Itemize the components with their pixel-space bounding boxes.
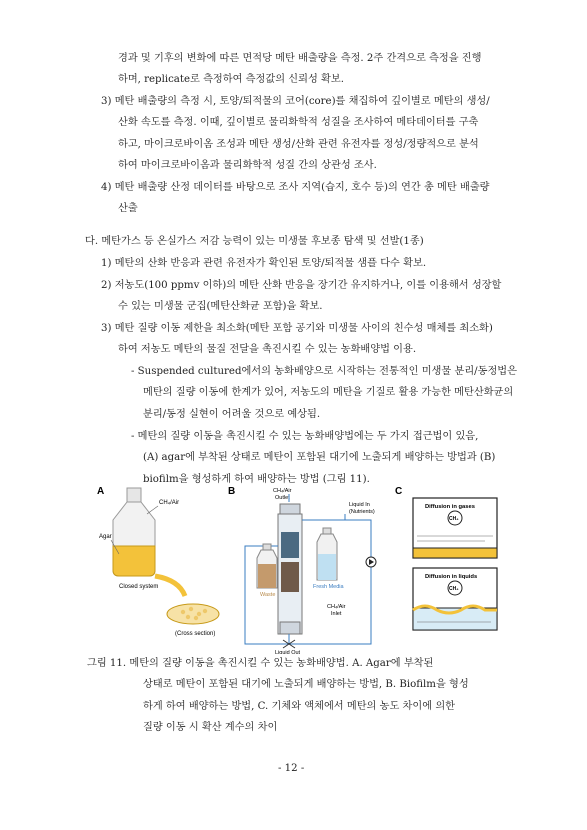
list-item: 산출 [118, 203, 138, 214]
b-liquid-in-line1: Liquid In [349, 502, 370, 508]
a-ch4-air-label: CH₄/Air [159, 500, 180, 506]
list-item: 수 있는 미생물 군집(메탄산화균 포함)을 확보. [118, 301, 323, 312]
b-inlet-line1: CH₄/Air [327, 604, 346, 610]
b-outlet-line1: CH₄/Air [273, 488, 292, 494]
c-ch4-liquid: CH₄ [449, 586, 459, 592]
a-closed-system-label: Closed system [119, 584, 159, 590]
a-cross-section-label: (Cross section) [175, 631, 216, 637]
page-number: - 12 - [278, 763, 305, 774]
sub-item: biofilm을 형성하게 하여 배양하는 방법 (그림 11). [143, 474, 370, 485]
figure-caption: 그림 11. 메탄의 질량 이동을 촉진시킬 수 있는 농화배양법. A. Agar에 부착된 [87, 658, 434, 669]
c-ch4-gas: CH₄ [449, 516, 459, 522]
list-item: 3) 메탄 배출량의 측정 시, 토양/퇴적물의 코어(core)를 채집하여 깊이별로 메탄의 생성/ [101, 96, 490, 107]
list-item: 1) 메탄의 산화 반응과 관련 유전자가 확인된 토양/퇴적물 샘플 다수 확보. [101, 258, 427, 269]
panel-a-label: A [97, 486, 105, 497]
c-liquids-label: Diffusion in liquids [425, 574, 478, 580]
panel-c-label: C [395, 486, 403, 497]
list-item: 4) 메탄 배출량 산정 데이터를 바탕으로 조사 지역(습지, 호수 등)의 연간 총 메탄 배출량 [101, 182, 490, 193]
sub-item: (A) agar에 부착된 상태로 메탄이 포함된 대기에 노출되게 배양하는 방법과 (B) [143, 452, 496, 463]
para-line: 하며, replicate로 측정하여 측정값의 신뢰성 확보. [118, 74, 344, 85]
b-fresh-media-label: Fresh Media [313, 584, 344, 590]
para-line: 경과 및 기후의 변화에 따른 면적당 메탄 배출량을 측정. 2주 간격으로 측정을 진행 [118, 53, 482, 64]
list-item: 하여 마이크로바이옴과 물리화학적 성질 간의 상관성 조사. [118, 160, 377, 171]
bottle-illustration [113, 488, 155, 576]
sub-item: 메탄의 질량 이동에 한계가 있어, 저농도의 메탄을 기질로 활용 가능한 메탄산화균의 [143, 387, 514, 398]
section-heading: 다. 메탄가스 등 온실가스 저감 능력이 있는 미생물 후보종 탐색 및 선발(1종) [85, 236, 424, 247]
sub-item: 분리/동정 실현이 어려울 것으로 예상됨. [143, 409, 321, 420]
sub-item: - 메탄의 질량 이동을 촉진시킬 수 있는 농화배양법에는 두 가지 접근법이 있음, [131, 431, 479, 442]
list-item: 산화 속도를 측정. 이때, 깊이별로 물리화학적 성질을 조사하여 메타데이터를 구축 [118, 117, 479, 128]
a-agar-label: Agar [99, 534, 112, 540]
b-liquid-in-line2: (Nutrients) [349, 509, 375, 515]
b-outlet-line2: Outlet [275, 495, 290, 501]
list-item: 3) 메탄 질량 이동 제한을 최소화(메탄 포함 공기와 미생물 사이의 친수성 매체를 최소화) [101, 323, 493, 334]
list-item: 하고, 마이크로바이옴 조성과 메탄 생성/산화 관련 유전자를 정성/정량적으로 분석 [118, 139, 479, 150]
list-item: 하여 저농도 메탄의 물질 전달을 촉진시킬 수 있는 농화배양법 이용. [118, 344, 417, 355]
list-item: 2) 저농도(100 ppmv 이하)의 메탄 산화 반응을 장기간 유지하거나, 이를 이용해서 성장할 [101, 280, 502, 291]
figure-caption: 상태로 메탄이 포함된 대기에 노출되게 배양하는 방법, B. Biofilm을 형성 [143, 679, 469, 690]
figure-caption: 하게 하여 배양하는 방법, C. 기체와 액체에서 메탄의 농도 차이에 의한 [143, 701, 455, 712]
c-gases-label: Diffusion in gases [425, 504, 475, 510]
b-inlet-line2: Inlet [331, 611, 342, 617]
figure-11 [95, 484, 505, 654]
b-liquid-out-label: Liquid Out [275, 650, 301, 654]
petri-dish [167, 604, 219, 624]
b-waste-label: Waste [260, 592, 276, 598]
sub-item: - Suspended cultured에서의 농화배양으로 시작하는 전통적인 미생물 분리/동정법은 [131, 366, 517, 377]
panel-b-label: B [228, 486, 236, 497]
figure-caption: 질량 이동 시 확산 계수의 차이 [143, 722, 278, 733]
a-arrow [155, 576, 185, 596]
fresh-media-bottle [317, 528, 337, 580]
bioreactor-column [278, 504, 302, 634]
waste-bottle [257, 544, 277, 588]
